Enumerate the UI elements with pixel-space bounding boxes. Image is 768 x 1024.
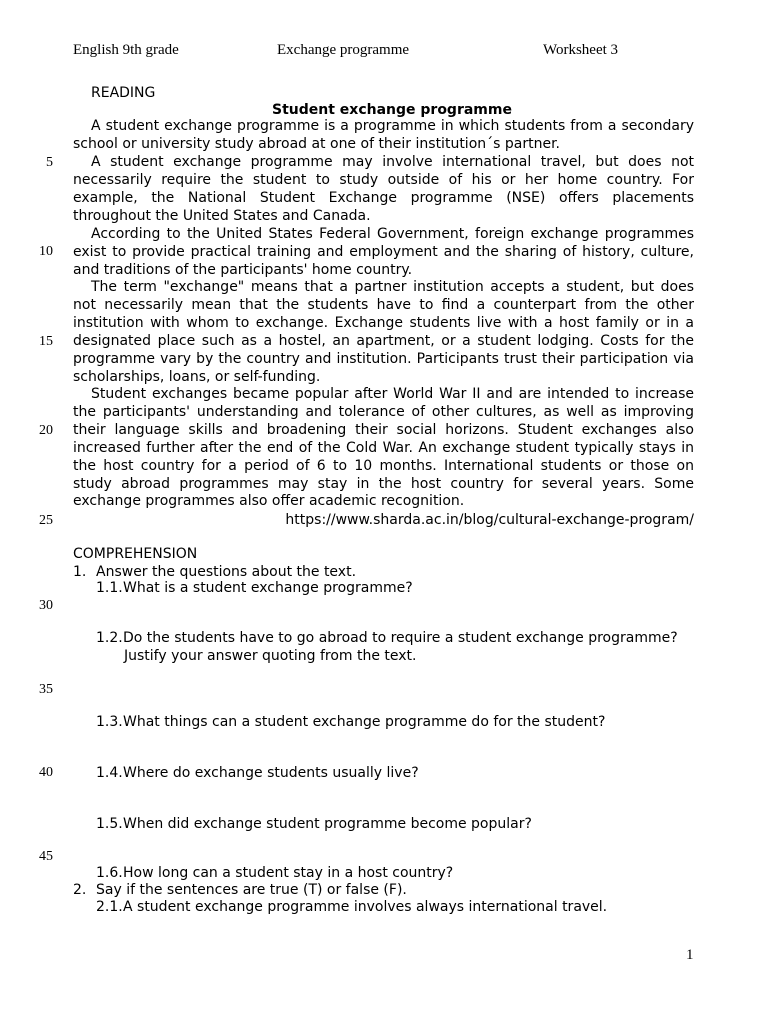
question-1-6 (96, 865, 453, 881)
question-1-3 (96, 714, 605, 730)
question-number: 1.4. (96, 765, 123, 781)
question-1-2 (96, 630, 678, 646)
question-text: Answer the questions about the text. (96, 564, 357, 580)
question-number: 1.5. (96, 816, 123, 832)
question-text: Say if the sentences are true (T) or false (F). (96, 882, 407, 898)
question-text: How long can a student stay in a host country? (123, 865, 454, 881)
header-subject: English 9th grade (73, 42, 179, 58)
line-number: 20 (39, 423, 53, 438)
question-text: A student exchange programme involves always international travel. (123, 899, 608, 915)
question-number: 1. (73, 564, 87, 580)
paragraph: According to the United States Federal Government, foreign exchange programmes exist to provide practical training and employment and the sharing of history, culture, and traditions of the participants' home country. (73, 226, 694, 278)
question-1-4 (96, 765, 419, 781)
line-number: 40 (39, 765, 53, 780)
line-number: 45 (39, 849, 53, 864)
header-worksheet: Worksheet 3 (543, 42, 619, 58)
question-1-2-continuation: Justify your answer quoting from the text. (124, 648, 417, 664)
question-2-1 (96, 899, 607, 915)
paragraph: A student exchange programme is a programme in which students from a secondary school or university study abroad at one of their institution´s partner. (73, 118, 694, 152)
question-text: Where do exchange students usually live? (123, 765, 419, 781)
question-number: 1.6. (96, 865, 123, 881)
source-link[interactable]: https://www.sharda.ac.in/blog/cultural-exchange-program/ (285, 512, 694, 528)
page-number: 1 (686, 947, 694, 963)
question-number: 1.1. (96, 580, 123, 596)
line-number: 10 (39, 244, 53, 259)
line-number: 30 (39, 598, 53, 613)
question-2 (73, 882, 407, 898)
paragraph: Student exchanges became popular after World War II and are intended to increase the participants' understanding and tolerance of other cultures, as well as improving their language skills and broadening their social horizons. Student exchanges also increased further after the end of the Cold War. An exchange student typically stays in the host country for a period of 6 to 10 months. International students or those on study abroad programmes may stay in the host country for several years. Some exchange programmes also offer academic recognition. (73, 386, 694, 510)
question-text: When did exchange student programme become popular? (123, 816, 532, 832)
question-1 (73, 564, 356, 580)
line-number: 25 (39, 513, 53, 528)
question-number: 2. (73, 882, 87, 898)
line-number: 35 (39, 682, 53, 697)
reading-title: Student exchange programme (272, 102, 512, 118)
question-number: 1.2. (96, 630, 123, 646)
question-text: What things can a student exchange programme do for the student? (123, 714, 606, 730)
line-number: 5 (46, 155, 53, 170)
header-topic: Exchange programme (277, 42, 410, 58)
question-number: 2.1. (96, 899, 123, 915)
paragraph: The term "exchange" means that a partner institution accepts a student, but does not necessarily mean that the students have to find a counterpart from the other institution with whom to exchange. Exchange students live with a host family or in a designated place such as a hostel, an apartment, or a student lodging. Costs for the programme vary by the country and institution. Participants trust their participation via scholarships, loans, or self-funding. (73, 279, 694, 385)
comprehension-label: COMPREHENSION (73, 546, 198, 562)
reading-label: READING (91, 85, 156, 101)
question-1-1 (96, 580, 413, 596)
question-text: Do the students have to go abroad to require a student exchange programme? (123, 630, 678, 646)
question-1-5 (96, 816, 532, 832)
question-number: 1.3. (96, 714, 123, 730)
question-text: What is a student exchange programme? (123, 580, 413, 596)
line-number: 15 (39, 334, 53, 349)
paragraph: A student exchange programme may involve international travel, but does not necessarily require the student to study outside of his or her home country. For example, the National Student Exchange programme (NSE) offers placements throughout the United States and Canada. (73, 154, 694, 224)
